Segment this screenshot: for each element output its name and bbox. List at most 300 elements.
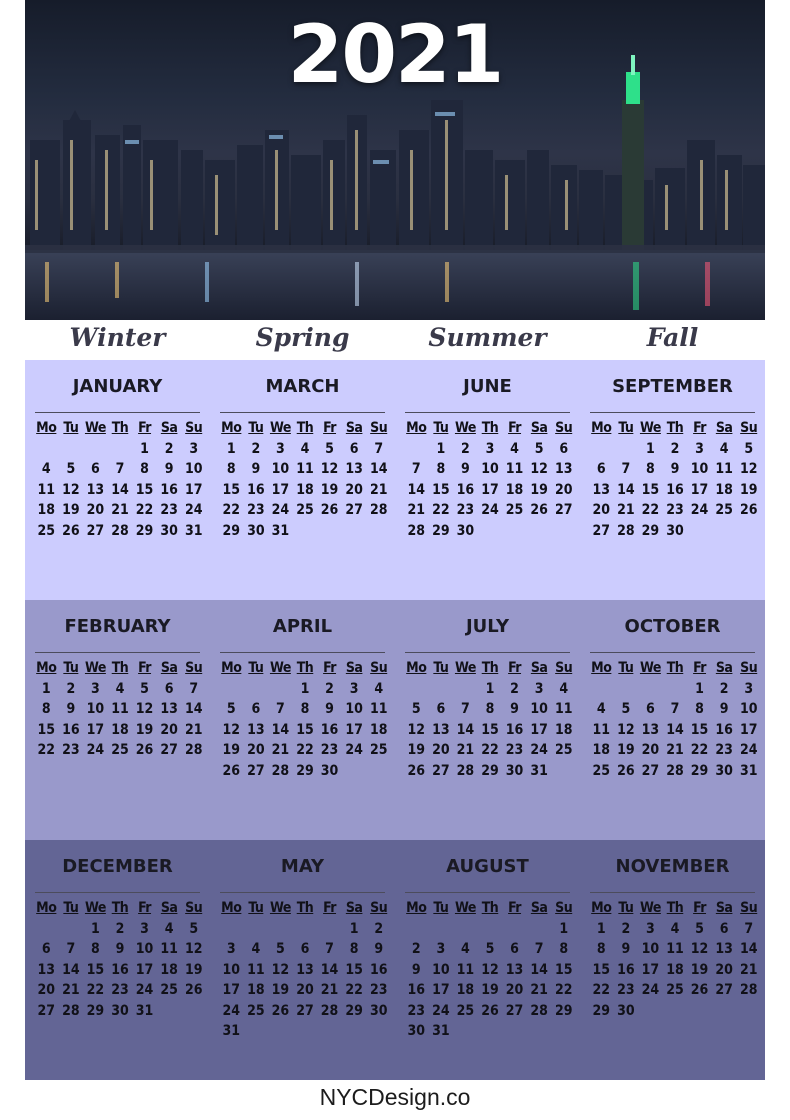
day-number: 17: [739, 721, 758, 738]
day-number: 2: [510, 680, 519, 697]
day-number: 27: [592, 522, 611, 539]
weekday-header: Tu: [618, 660, 634, 676]
day-number: 7: [115, 461, 125, 477]
day-number: 3: [646, 920, 655, 937]
day-number: 7: [189, 680, 199, 697]
weekday-header: Sa: [715, 900, 733, 916]
empty-day-cell: [293, 919, 318, 940]
day-number: 8: [300, 701, 310, 717]
day-number: 18: [715, 481, 733, 498]
day-number: 16: [456, 481, 475, 498]
day-number: 11: [592, 721, 611, 738]
day-number: 5: [744, 440, 754, 457]
month-block: [25, 840, 210, 1080]
day-number: 20: [432, 742, 450, 758]
day-number: 12: [62, 481, 80, 498]
weekday-header: We: [639, 420, 661, 436]
day-number: 25: [37, 522, 56, 539]
day-number: 16: [505, 721, 524, 738]
day-grid: [404, 658, 576, 781]
day-number: 10: [271, 461, 290, 477]
season-fall: Fall: [646, 323, 699, 352]
empty-day-cell: [83, 439, 108, 460]
weekday-header: Tu: [248, 900, 264, 916]
day-number: 28: [369, 502, 388, 518]
day-number: 13: [37, 961, 56, 978]
day-number: 26: [320, 502, 339, 518]
weekday-header: Fr: [323, 420, 337, 436]
month-block: [25, 360, 210, 600]
day-number: 10: [690, 461, 709, 477]
day-number: 1: [349, 920, 359, 937]
weekday-header: Su: [370, 420, 388, 436]
day-number: 14: [617, 481, 635, 498]
day-number: 11: [111, 701, 129, 717]
day-number: 17: [271, 481, 290, 498]
day-number: 30: [320, 762, 339, 779]
day-number: 12: [690, 941, 709, 957]
day-number: 26: [690, 982, 709, 998]
day-number: 2: [66, 680, 76, 697]
day-number: 9: [115, 941, 125, 957]
day-number: 27: [345, 502, 363, 518]
day-number: 31: [530, 762, 548, 779]
weekday-header: Tu: [63, 900, 79, 916]
day-number: 7: [461, 701, 470, 717]
weekday-header: Sa: [160, 900, 178, 916]
empty-day-cell: [614, 679, 639, 700]
day-number: 1: [559, 920, 569, 937]
day-number: 2: [374, 920, 384, 937]
day-number: 25: [369, 742, 388, 758]
day-number: 16: [666, 481, 684, 498]
month-block: [210, 360, 395, 600]
day-number: 7: [325, 941, 334, 957]
day-number: 31: [271, 522, 290, 539]
day-number: 10: [739, 701, 758, 717]
day-number: 27: [160, 742, 178, 758]
day-number: 15: [432, 481, 450, 498]
day-grid: [589, 418, 761, 541]
month-name: SEPTEMBER: [612, 376, 733, 397]
weekday-header: Th: [666, 420, 684, 436]
day-number: 13: [554, 461, 573, 477]
day-number: 15: [592, 961, 611, 978]
weekday-header: Mo: [221, 900, 242, 916]
month-divider: [590, 412, 755, 413]
day-number: 25: [666, 982, 684, 998]
day-number: 3: [485, 440, 495, 457]
day-number: 13: [641, 721, 660, 738]
day-number: 7: [534, 941, 544, 957]
season-labels: [25, 320, 765, 360]
day-number: 24: [222, 1002, 241, 1019]
day-number: 22: [690, 742, 709, 758]
weekday-header: We: [269, 900, 291, 916]
day-number: 29: [345, 1002, 363, 1019]
weekday-header: Th: [111, 900, 129, 916]
day-number: 25: [554, 742, 573, 758]
day-number: 31: [739, 762, 758, 779]
day-number: 23: [617, 982, 635, 998]
weekday-header: We: [454, 660, 476, 676]
day-number: 18: [160, 961, 178, 978]
day-number: 11: [505, 461, 524, 477]
day-number: 1: [91, 920, 100, 937]
weekday-header: We: [269, 660, 291, 676]
day-number: 18: [111, 721, 129, 738]
day-number: 28: [666, 762, 684, 779]
day-number: 8: [349, 941, 359, 957]
empty-day-cell: [453, 919, 478, 940]
day-number: 22: [135, 502, 154, 518]
month-divider: [220, 412, 385, 413]
day-number: 20: [37, 982, 56, 998]
day-number: 25: [160, 982, 178, 998]
season-winter: Winter: [69, 323, 166, 352]
weekday-header: Th: [111, 420, 129, 436]
weekday-header: Mo: [221, 660, 242, 676]
day-number: 30: [505, 762, 524, 779]
day-number: 5: [140, 680, 149, 697]
day-number: 3: [744, 680, 754, 697]
day-number: 1: [485, 680, 495, 697]
day-number: 16: [407, 982, 426, 998]
empty-day-cell: [34, 919, 59, 940]
weekday-header: Th: [296, 660, 314, 676]
day-number: 4: [670, 920, 680, 937]
day-number: 11: [456, 961, 475, 978]
day-number: 9: [670, 461, 680, 477]
day-number: 14: [369, 461, 388, 477]
weekday-header: Th: [481, 420, 499, 436]
day-number: 6: [41, 941, 51, 957]
month-name: JANUARY: [72, 376, 163, 397]
day-number: 28: [530, 1002, 548, 1019]
day-number: 18: [505, 481, 524, 498]
month-divider: [220, 652, 385, 653]
weekday-header: Fr: [693, 660, 707, 676]
day-number: 25: [505, 502, 524, 518]
day-number: 3: [534, 680, 544, 697]
weekday-header: Sa: [715, 420, 733, 436]
day-number: 18: [592, 742, 611, 758]
weekday-header: Mo: [36, 660, 57, 676]
day-number: 21: [320, 982, 339, 998]
day-number: 2: [461, 440, 470, 457]
day-number: 15: [86, 961, 105, 978]
day-number: 27: [432, 762, 450, 779]
day-number: 26: [481, 1002, 499, 1019]
day-number: 23: [247, 502, 265, 518]
day-number: 5: [411, 701, 421, 717]
day-number: 23: [369, 982, 388, 998]
empty-day-cell: [404, 919, 429, 940]
day-number: 29: [481, 762, 499, 779]
day-number: 8: [559, 941, 569, 957]
day-number: 31: [135, 1002, 154, 1019]
month-divider: [590, 652, 755, 653]
day-number: 16: [617, 961, 635, 978]
day-number: 3: [349, 680, 359, 697]
day-number: 21: [184, 721, 203, 738]
day-number: 4: [559, 680, 569, 697]
weekday-header: Mo: [406, 420, 427, 436]
day-number: 13: [345, 461, 363, 477]
day-number: 22: [592, 982, 611, 998]
weekday-header: Fr: [138, 420, 152, 436]
day-number: 10: [135, 941, 154, 957]
day-number: 21: [111, 502, 129, 518]
weekday-header: Su: [555, 420, 573, 436]
weekday-header: Su: [555, 900, 573, 916]
day-number: 14: [666, 721, 684, 738]
weekday-header: We: [639, 900, 661, 916]
day-number: 9: [325, 701, 334, 717]
weekday-header: Fr: [693, 420, 707, 436]
weekday-header: Fr: [138, 900, 152, 916]
day-number: 16: [369, 961, 388, 978]
day-number: 14: [407, 481, 426, 498]
weekday-header: Tu: [248, 660, 264, 676]
day-number: 26: [407, 762, 426, 779]
day-number: 28: [111, 522, 129, 539]
day-number: 9: [510, 701, 519, 717]
empty-day-cell: [268, 919, 293, 940]
weekday-header: Tu: [433, 420, 449, 436]
weekday-header: Sa: [345, 660, 363, 676]
day-number: 3: [276, 440, 285, 457]
empty-day-cell: [244, 919, 269, 940]
day-number: 27: [296, 1002, 314, 1019]
day-number: 28: [456, 762, 475, 779]
day-number: 21: [62, 982, 80, 998]
weekday-header: Mo: [591, 660, 612, 676]
day-number: 23: [160, 502, 178, 518]
day-number: 2: [251, 440, 261, 457]
day-number: 27: [641, 762, 660, 779]
day-number: 21: [456, 742, 475, 758]
month-divider: [35, 412, 200, 413]
day-number: 10: [222, 961, 241, 978]
weekday-header: Sa: [530, 420, 548, 436]
day-number: 7: [670, 701, 680, 717]
day-number: 25: [715, 502, 733, 518]
day-number: 24: [739, 742, 758, 758]
day-number: 13: [432, 721, 450, 738]
season-summer: Summer: [428, 323, 547, 352]
day-number: 29: [641, 522, 660, 539]
day-number: 4: [596, 701, 606, 717]
day-grid: [589, 898, 761, 1021]
day-number: 12: [320, 461, 339, 477]
month-name: APRIL: [272, 616, 333, 637]
day-number: 27: [86, 522, 105, 539]
day-number: 15: [481, 721, 499, 738]
day-number: 1: [140, 440, 149, 457]
weekday-header: We: [454, 900, 476, 916]
day-number: 8: [41, 701, 51, 717]
day-number: 10: [530, 701, 548, 717]
day-number: 22: [296, 742, 314, 758]
day-number: 31: [432, 1023, 450, 1039]
day-number: 18: [247, 982, 265, 998]
day-number: 16: [62, 721, 80, 738]
day-number: 4: [374, 680, 384, 697]
day-number: 27: [554, 502, 573, 518]
month-block: [395, 360, 580, 600]
weekday-header: Tu: [433, 660, 449, 676]
day-number: 15: [296, 721, 314, 738]
day-number: 19: [222, 742, 241, 758]
day-number: 2: [621, 920, 631, 937]
day-number: 4: [461, 941, 470, 957]
day-number: 14: [184, 701, 203, 717]
weekday-header: Fr: [508, 900, 522, 916]
day-number: 19: [320, 481, 339, 498]
day-number: 29: [592, 1002, 611, 1019]
weekday-header: Fr: [138, 660, 152, 676]
day-number: 17: [135, 961, 154, 978]
empty-day-cell: [663, 679, 688, 700]
day-grid: [34, 898, 206, 1021]
day-number: 30: [369, 1002, 388, 1019]
weekday-header: Su: [740, 660, 758, 676]
day-number: 20: [160, 721, 178, 738]
day-number: 18: [554, 721, 573, 738]
day-number: 10: [345, 701, 363, 717]
day-number: 30: [407, 1023, 426, 1039]
weekday-header: Sa: [715, 660, 733, 676]
day-number: 7: [66, 941, 76, 957]
month-name: OCTOBER: [624, 616, 721, 637]
weekday-header: Fr: [323, 900, 337, 916]
empty-day-cell: [453, 679, 478, 700]
weekday-header: Su: [555, 660, 573, 676]
day-number: 6: [646, 701, 655, 717]
month-row-band: [25, 600, 765, 840]
weekday-header: Su: [185, 900, 203, 916]
weekday-header: Sa: [345, 900, 363, 916]
day-number: 14: [111, 481, 129, 498]
month-name: JUNE: [463, 376, 512, 397]
day-number: 29: [222, 522, 241, 539]
day-number: 26: [62, 522, 80, 539]
day-number: 9: [374, 941, 384, 957]
month-divider: [405, 892, 570, 893]
day-number: 3: [436, 941, 446, 957]
day-number: 24: [271, 502, 290, 518]
empty-day-cell: [244, 679, 269, 700]
day-number: 7: [621, 461, 631, 477]
empty-day-cell: [219, 919, 244, 940]
day-number: 18: [456, 982, 475, 998]
day-number: 13: [160, 701, 178, 717]
day-number: 15: [345, 961, 363, 978]
day-number: 9: [621, 941, 631, 957]
day-number: 22: [37, 742, 56, 758]
day-number: 17: [222, 982, 241, 998]
weekday-header: Tu: [618, 420, 634, 436]
day-number: 6: [300, 941, 310, 957]
day-number: 21: [407, 502, 426, 518]
day-number: 20: [641, 742, 660, 758]
weekday-header: We: [639, 660, 661, 676]
weekday-header: Tu: [618, 900, 634, 916]
day-number: 19: [407, 742, 426, 758]
empty-day-cell: [429, 919, 454, 940]
empty-day-cell: [59, 439, 84, 460]
day-number: 5: [226, 701, 236, 717]
day-number: 27: [37, 1002, 56, 1019]
day-number: 17: [184, 481, 203, 498]
day-number: 15: [554, 961, 573, 978]
day-number: 26: [530, 502, 548, 518]
day-grid: [219, 658, 391, 781]
month-row-band: [25, 360, 765, 600]
day-number: 11: [715, 461, 733, 477]
day-number: 17: [641, 961, 660, 978]
day-number: 20: [505, 982, 524, 998]
day-number: 10: [86, 701, 105, 717]
weekday-header: We: [84, 900, 106, 916]
day-grid: [34, 658, 206, 761]
day-number: 8: [140, 461, 149, 477]
day-number: 20: [345, 481, 363, 498]
day-number: 9: [411, 961, 421, 978]
day-number: 14: [271, 721, 290, 738]
day-number: 22: [345, 982, 363, 998]
day-number: 5: [485, 941, 495, 957]
weekday-header: Tu: [433, 900, 449, 916]
day-number: 3: [189, 440, 199, 457]
day-number: 4: [510, 440, 519, 457]
day-number: 28: [271, 762, 290, 779]
day-number: 2: [411, 941, 421, 957]
day-number: 29: [554, 1002, 573, 1019]
day-number: 28: [184, 742, 203, 758]
day-number: 30: [160, 522, 178, 539]
day-number: 12: [481, 961, 499, 978]
day-number: 25: [247, 1002, 265, 1019]
day-number: 8: [485, 701, 495, 717]
day-number: 1: [226, 440, 236, 457]
day-number: 6: [349, 440, 359, 457]
empty-day-cell: [34, 439, 59, 460]
empty-day-cell: [429, 679, 454, 700]
weekday-header: Th: [481, 660, 499, 676]
empty-day-cell: [638, 679, 663, 700]
day-number: 12: [739, 461, 758, 477]
weekday-header: Su: [740, 420, 758, 436]
day-number: 21: [271, 742, 290, 758]
day-number: 12: [135, 701, 154, 717]
month-block: [395, 600, 580, 840]
day-number: 28: [62, 1002, 80, 1019]
day-number: 28: [617, 522, 635, 539]
day-number: 19: [184, 961, 203, 978]
day-number: 23: [111, 982, 129, 998]
weekday-header: Th: [296, 900, 314, 916]
month-name: MAY: [280, 856, 325, 877]
month-block: [395, 840, 580, 1080]
day-number: 24: [432, 1002, 450, 1019]
weekday-header: Fr: [508, 420, 522, 436]
day-number: 30: [111, 1002, 129, 1019]
day-number: 26: [739, 502, 758, 518]
day-number: 4: [251, 941, 261, 957]
day-number: 17: [345, 721, 363, 738]
